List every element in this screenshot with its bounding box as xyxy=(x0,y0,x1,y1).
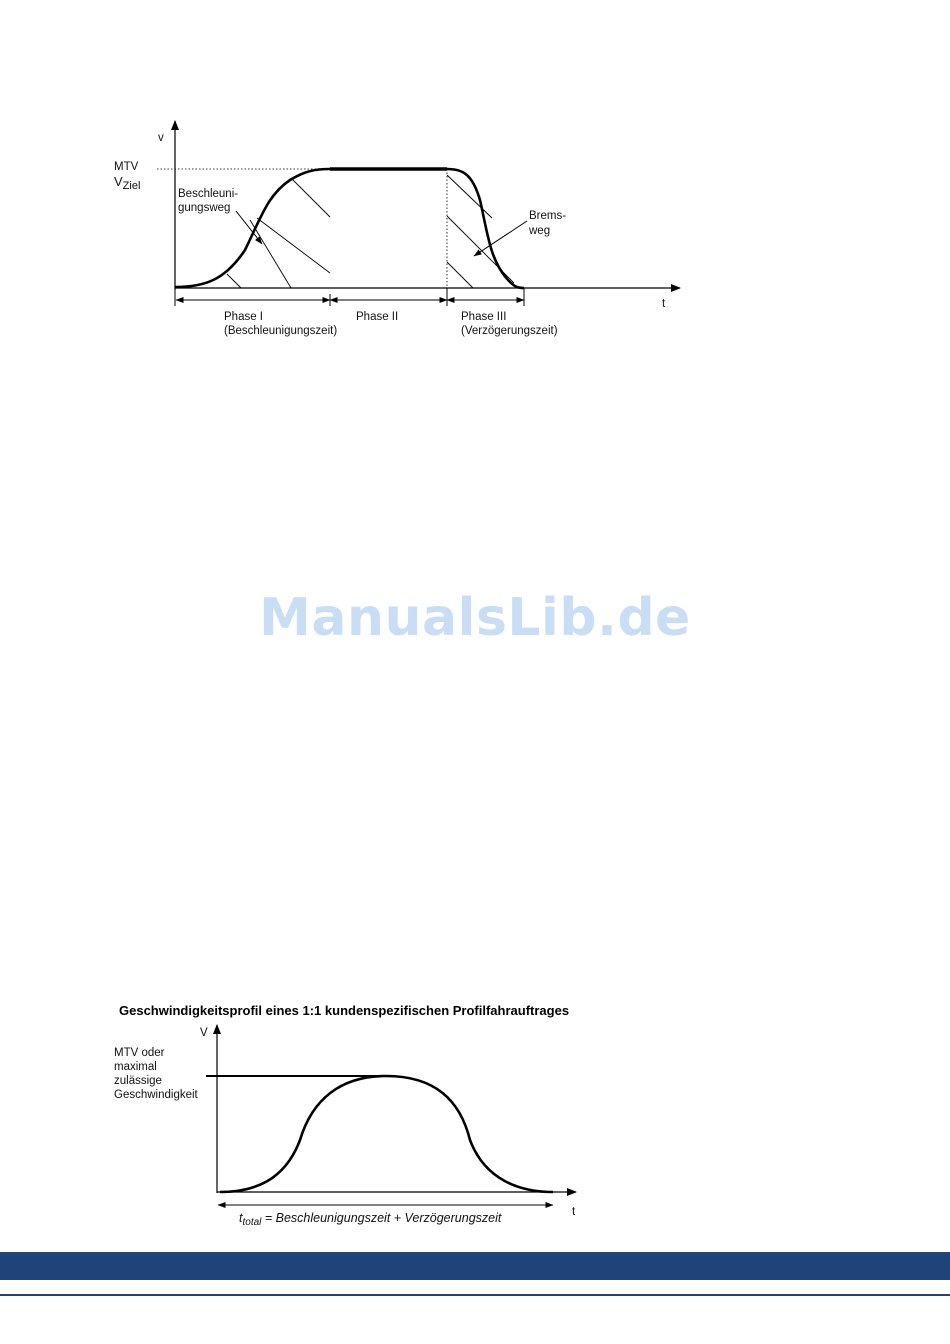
phase1-label-1: Phase I xyxy=(224,311,263,323)
beschleunigungsweg-label-2: gungsweg xyxy=(178,202,231,214)
v-axis-label: v xyxy=(158,132,164,144)
v-axis-label-2: V xyxy=(200,1027,208,1039)
limit-label-3: zulässige xyxy=(114,1075,162,1087)
diagram-phases xyxy=(114,121,680,337)
beschleunigungsweg-label-1: Beschleuni- xyxy=(178,188,239,200)
phase3-label-2: (Verzögerungszeit) xyxy=(461,325,558,337)
bremsweg-label-2: weg xyxy=(529,225,551,237)
bremsweg-pointer xyxy=(474,221,527,256)
v-target-main: V xyxy=(114,174,123,189)
phase1-label-2: (Beschleunigungszeit) xyxy=(224,325,338,337)
hatching xyxy=(227,175,514,288)
footer-line xyxy=(0,1294,950,1296)
phase3-label-1: Phase III xyxy=(461,311,507,323)
t-total-rest: = Beschleunigungszeit + Verzögerungszeit xyxy=(261,1211,502,1225)
v-target-subscript: Ziel xyxy=(122,180,141,192)
watermark: ManualsLib.de xyxy=(259,588,691,648)
speed-curve-2 xyxy=(220,1076,553,1192)
t-axis-label: t xyxy=(662,298,666,310)
limit-label-1: MTV oder xyxy=(114,1047,165,1059)
t-axis-label-2: t xyxy=(572,1206,576,1218)
t-total-formula xyxy=(239,1211,502,1228)
t-total-main: t xyxy=(239,1211,243,1225)
phase2-label: Phase II xyxy=(356,311,399,323)
t-total-subscript: total xyxy=(242,1217,262,1228)
speed-curve xyxy=(175,169,524,288)
limit-label-4: Geschwindigkeit xyxy=(114,1089,198,1101)
v-target-label xyxy=(114,174,140,192)
footer-band xyxy=(0,1252,950,1280)
diagram2-title: Geschwindigkeitsprofil eines 1:1 kundenspezifischen Profilfahrauftrages xyxy=(119,1003,570,1018)
mtv-label: MTV xyxy=(114,161,139,173)
limit-label-2: maximal xyxy=(114,1061,157,1073)
bremsweg-label-1: Brems- xyxy=(529,210,567,222)
diagram-custom-profile xyxy=(114,1003,576,1228)
